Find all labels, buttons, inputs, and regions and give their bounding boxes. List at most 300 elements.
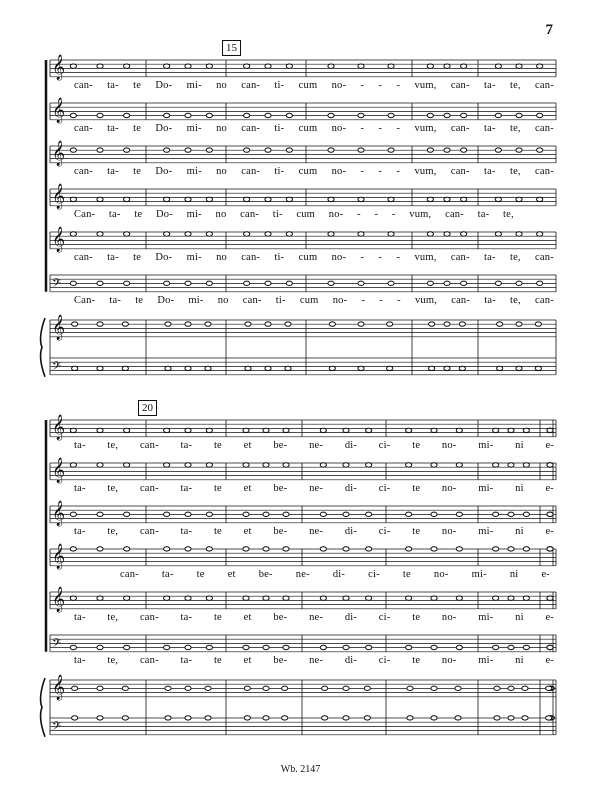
lyric-syllable: cum xyxy=(298,80,318,91)
lyric-syllable: mi- xyxy=(186,166,202,177)
lyric-syllable: can- xyxy=(139,483,159,494)
note-head xyxy=(358,148,364,152)
note-head xyxy=(495,197,501,201)
note-head xyxy=(343,596,349,600)
note-head xyxy=(265,148,271,152)
lyric-syllable: te xyxy=(412,655,421,666)
lyric-syllable: et xyxy=(243,483,252,494)
note-head xyxy=(431,547,437,551)
lyric-syllable: mi- xyxy=(478,483,494,494)
lyric-syllable: - xyxy=(378,166,383,177)
lyric-syllable: can- xyxy=(74,123,93,134)
note-head xyxy=(320,428,326,432)
note-head xyxy=(328,281,334,285)
lyric-syllable: ni xyxy=(515,612,524,623)
lyric-syllable: ne- xyxy=(309,526,324,537)
note-head xyxy=(124,281,130,285)
lyric-syllable: te, xyxy=(509,123,521,134)
note-head xyxy=(444,322,450,326)
lyric-syllable: Do- xyxy=(155,123,173,134)
note-head xyxy=(205,322,211,326)
note-head xyxy=(508,463,514,467)
lyric-syllable: ci- xyxy=(378,440,391,451)
lyric-syllable: ci- xyxy=(368,569,380,580)
note-head xyxy=(388,113,394,117)
note-head xyxy=(427,64,433,68)
lyric-syllable: no- xyxy=(328,209,344,220)
lyric-syllable: can- xyxy=(120,569,139,580)
lyric-syllable: Do- xyxy=(155,80,173,91)
lyric-syllable: no xyxy=(216,252,227,263)
lyric-syllable: ti- xyxy=(275,295,286,306)
note-head xyxy=(265,232,271,236)
note-head xyxy=(283,463,289,467)
note-head xyxy=(455,686,461,690)
note-head xyxy=(70,428,76,432)
lyric-syllable: te xyxy=(133,252,142,263)
note-head xyxy=(495,281,501,285)
note-head xyxy=(431,686,437,690)
note-head xyxy=(243,596,249,600)
lyric-syllable: no- xyxy=(331,166,347,177)
note-head xyxy=(493,596,499,600)
note-head xyxy=(243,547,249,551)
catalog-number: Wb. 2147 xyxy=(280,764,321,775)
note-head xyxy=(206,463,212,467)
lyric-syllable: e- xyxy=(545,612,554,623)
lyric-syllable: mi- xyxy=(186,209,202,220)
note-head xyxy=(185,197,191,201)
lyric-syllable: e- xyxy=(545,483,554,494)
note-head xyxy=(322,686,328,690)
treble-clef-icon: 𝄞 xyxy=(52,544,66,569)
note-head xyxy=(206,232,212,236)
lyric-syllable: te xyxy=(412,440,421,451)
note-head xyxy=(206,512,212,516)
note-head xyxy=(286,232,292,236)
note-head xyxy=(165,322,171,326)
page-number: 7 xyxy=(545,22,553,38)
note-head xyxy=(537,113,543,117)
note-head xyxy=(495,232,501,236)
note-head xyxy=(286,148,292,152)
note-head xyxy=(406,596,412,600)
note-head xyxy=(205,366,211,370)
note-head xyxy=(493,547,499,551)
lyric-syllable: et xyxy=(243,440,252,451)
lyric-syllable: te, xyxy=(509,80,521,91)
note-head xyxy=(493,463,499,467)
lyric-syllable: no- xyxy=(433,569,449,580)
note-head xyxy=(508,686,514,690)
lyric-syllable: can- xyxy=(451,295,471,306)
lyric-syllable: no- xyxy=(331,252,347,263)
note-head xyxy=(263,547,269,551)
note-head xyxy=(72,366,78,370)
note-head xyxy=(70,596,76,600)
note-head xyxy=(358,232,364,236)
note-head xyxy=(406,547,412,551)
lyric-syllable: - xyxy=(360,123,365,134)
bass-clef-icon: 𝄢 xyxy=(52,277,62,293)
note-head xyxy=(283,645,289,649)
note-head xyxy=(283,547,289,551)
lyric-syllable: vum, xyxy=(414,80,437,91)
note-head xyxy=(537,281,543,285)
lyric-syllable: di- xyxy=(344,655,358,666)
note-head xyxy=(320,463,326,467)
lyric-syllable: et xyxy=(243,612,252,623)
treble-clef-icon: 𝄞 xyxy=(52,141,66,166)
lyric-syllable: Do- xyxy=(155,252,173,263)
note-head xyxy=(461,232,467,236)
lyric-syllable: mi- xyxy=(478,440,494,451)
note-head xyxy=(164,512,170,516)
piano-brace xyxy=(41,318,45,377)
lyric-syllable: - xyxy=(360,80,365,91)
note-head xyxy=(97,366,103,370)
lyric-syllable: di- xyxy=(344,440,358,451)
lyric-syllable: ta- xyxy=(74,612,86,623)
lyric-syllable: ta- xyxy=(74,655,86,666)
note-head xyxy=(358,113,364,117)
lyric-syllable: mi- xyxy=(186,80,202,91)
lyric-syllable: vum, xyxy=(414,166,437,177)
note-head xyxy=(444,197,450,201)
lyric-syllable: cum xyxy=(299,295,319,306)
lyric-syllable: mi- xyxy=(478,655,494,666)
note-head xyxy=(244,716,250,720)
lyric-syllable: ta- xyxy=(107,252,119,263)
lyric-syllable: te, xyxy=(107,612,119,623)
note-head xyxy=(243,512,249,516)
note-head xyxy=(431,716,437,720)
note-head xyxy=(124,463,130,467)
note-head xyxy=(245,322,251,326)
lyric-syllable: can- xyxy=(139,655,159,666)
note-head xyxy=(320,596,326,600)
lyric-syllable: - xyxy=(374,209,379,220)
note-head xyxy=(185,512,191,516)
note-head xyxy=(387,322,393,326)
note-head xyxy=(516,64,522,68)
note-head xyxy=(343,428,349,432)
note-head xyxy=(245,366,251,370)
rehearsal-mark-20: 20 xyxy=(138,400,157,416)
lyric-syllable: can- xyxy=(242,295,262,306)
note-head xyxy=(444,232,450,236)
lyric-syllable: no- xyxy=(331,80,347,91)
note-head xyxy=(122,716,128,720)
note-head xyxy=(358,281,364,285)
note-head xyxy=(97,197,103,201)
note-head xyxy=(263,428,269,432)
note-head xyxy=(343,716,349,720)
note-head xyxy=(516,148,522,152)
note-head xyxy=(547,547,553,551)
lyric-syllable: can- xyxy=(535,80,554,91)
lyric-syllable: et xyxy=(227,569,236,580)
note-head xyxy=(285,322,291,326)
note-head xyxy=(523,463,529,467)
note-head xyxy=(206,113,212,117)
note-head xyxy=(122,322,128,326)
note-head xyxy=(97,148,103,152)
lyric-syllable: - xyxy=(378,252,383,263)
note-head xyxy=(461,148,467,152)
note-head xyxy=(185,64,191,68)
note-head xyxy=(124,64,130,68)
lyric-syllable: vum, xyxy=(414,252,437,263)
lyric-syllable: Do- xyxy=(155,166,173,177)
bass-clef-icon: 𝄢 xyxy=(52,360,62,376)
lyric-syllable: ni xyxy=(515,655,524,666)
note-head xyxy=(495,113,501,117)
note-head xyxy=(406,463,412,467)
lyric-syllable: - xyxy=(391,209,396,220)
lyric-syllable: can- xyxy=(535,123,554,134)
note-head xyxy=(547,645,553,649)
note-head xyxy=(206,197,212,201)
note-head xyxy=(495,64,501,68)
note-head xyxy=(388,148,394,152)
note-head xyxy=(444,64,450,68)
note-head xyxy=(459,366,465,370)
note-head xyxy=(427,197,433,201)
lyric-syllable: can- xyxy=(445,209,464,220)
note-head xyxy=(206,281,212,285)
note-head xyxy=(164,197,170,201)
lyric-syllable: e- xyxy=(545,655,554,666)
note-head xyxy=(124,232,130,236)
lyric-syllable: - xyxy=(396,252,401,263)
lyric-syllable: di- xyxy=(344,483,358,494)
lyric-syllable: Can- xyxy=(74,295,96,306)
note-head xyxy=(206,428,212,432)
note-head xyxy=(206,148,212,152)
note-head xyxy=(164,547,170,551)
note-head xyxy=(185,463,191,467)
note-head xyxy=(122,366,128,370)
note-head xyxy=(124,512,130,516)
note-head xyxy=(522,716,528,720)
lyric-syllable: - xyxy=(396,80,401,91)
lyric-syllable: te xyxy=(196,569,205,580)
lyric-syllable: be- xyxy=(273,526,288,537)
note-head xyxy=(97,281,103,285)
lyric-syllable: te, xyxy=(107,440,119,451)
lyric-syllable: - xyxy=(397,295,401,306)
note-head xyxy=(265,113,271,117)
note-head xyxy=(283,512,289,516)
lyric-syllable: te xyxy=(133,166,142,177)
lyric-syllable: te, xyxy=(509,252,521,263)
note-head xyxy=(97,686,103,690)
note-head xyxy=(537,197,543,201)
lyric-syllable: can- xyxy=(450,166,470,177)
note-head xyxy=(537,232,543,236)
note-head xyxy=(427,232,433,236)
lyric-syllable: - xyxy=(378,123,383,134)
note-head xyxy=(206,645,212,649)
lyric-syllable: can- xyxy=(74,166,93,177)
lyric-syllable: mi- xyxy=(186,123,202,134)
lyric-syllable: be- xyxy=(273,440,288,451)
note-head xyxy=(547,428,553,432)
note-head xyxy=(508,428,514,432)
note-head xyxy=(263,645,269,649)
note-head xyxy=(263,686,269,690)
lyric-syllable: te xyxy=(133,80,142,91)
note-head xyxy=(164,113,170,117)
lyric-syllable: can- xyxy=(139,612,159,623)
note-head xyxy=(456,512,462,516)
lyric-syllable: te xyxy=(213,612,222,623)
note-head xyxy=(406,645,412,649)
note-head xyxy=(265,322,271,326)
note-head xyxy=(243,463,249,467)
lyric-syllable: ta- xyxy=(107,166,119,177)
lyric-syllable: te xyxy=(412,612,421,623)
note-head xyxy=(320,547,326,551)
note-head xyxy=(205,686,211,690)
lyric-syllable: ta- xyxy=(161,569,174,580)
lyric-syllable: can- xyxy=(241,123,261,134)
note-head xyxy=(285,366,291,370)
lyric-syllable: ni xyxy=(515,440,524,451)
lyric-syllable: mi- xyxy=(188,295,204,306)
note-head xyxy=(523,596,529,600)
note-head xyxy=(358,64,364,68)
lyric-syllable: ni xyxy=(515,483,524,494)
lyric-syllable: no- xyxy=(441,655,457,666)
note-head xyxy=(286,64,292,68)
note-head xyxy=(97,512,103,516)
lyric-syllable: di- xyxy=(332,569,346,580)
note-head xyxy=(70,512,76,516)
lyric-syllable: te xyxy=(412,483,421,494)
lyric-syllable: no- xyxy=(331,123,347,134)
treble-clef-icon: 𝄞 xyxy=(52,675,66,700)
note-head xyxy=(97,547,103,551)
note-head xyxy=(456,596,462,600)
note-head xyxy=(244,686,250,690)
score-system-2 xyxy=(41,414,556,737)
lyric-syllable: ta- xyxy=(477,209,490,220)
lyric-syllable: Do- xyxy=(157,295,175,306)
lyric-syllable: ti- xyxy=(274,252,285,263)
lyric-syllable: can- xyxy=(241,166,261,177)
note-head xyxy=(431,463,437,467)
note-head xyxy=(244,64,250,68)
lyric-syllable: ne- xyxy=(295,569,310,580)
lyric-syllable: - xyxy=(396,123,401,134)
note-head xyxy=(263,596,269,600)
note-head xyxy=(243,428,249,432)
lyric-syllable: can- xyxy=(139,440,159,451)
lyric-syllable: no xyxy=(215,209,227,220)
note-head xyxy=(164,232,170,236)
note-head xyxy=(444,113,450,117)
lyric-syllable: ta- xyxy=(484,295,496,306)
note-head xyxy=(164,281,170,285)
lyric-syllable: no xyxy=(216,123,227,134)
lyric-syllable: can- xyxy=(450,80,470,91)
note-head xyxy=(265,281,271,285)
lyric-syllable: no- xyxy=(441,526,457,537)
lyric-syllable: ne- xyxy=(309,483,324,494)
lyric-syllable: te xyxy=(213,526,222,537)
lyric-syllable: - xyxy=(379,295,383,306)
note-head xyxy=(508,716,514,720)
lyric-syllable: can- xyxy=(74,252,93,263)
note-head xyxy=(537,148,543,152)
note-head xyxy=(328,113,334,117)
lyric-syllable: be- xyxy=(258,569,273,580)
lyric-syllable: ta- xyxy=(180,655,193,666)
lyric-syllable: ta- xyxy=(107,80,119,91)
note-head xyxy=(165,366,171,370)
score-system-1 xyxy=(41,54,556,377)
lyric-syllable: ta- xyxy=(74,526,86,537)
note-head xyxy=(185,113,191,117)
treble-clef-icon: 𝄞 xyxy=(52,415,66,440)
lyric-syllable: di- xyxy=(344,526,358,537)
lyric-syllable: ta- xyxy=(180,440,193,451)
lyric-syllable: vum, xyxy=(409,209,432,220)
lyric-syllable: e- xyxy=(545,526,554,537)
note-head xyxy=(523,645,529,649)
note-head xyxy=(497,366,503,370)
lyric-syllable: no xyxy=(217,295,229,306)
lyric-syllable: di- xyxy=(344,612,358,623)
note-head xyxy=(343,645,349,649)
lyric-syllable: e- xyxy=(541,569,550,580)
note-head xyxy=(185,232,191,236)
note-head xyxy=(516,281,522,285)
note-head xyxy=(431,428,437,432)
lyric-syllable: no- xyxy=(441,612,457,623)
lyric-syllable: ci- xyxy=(378,612,391,623)
lyric-syllable: te xyxy=(213,483,222,494)
note-head xyxy=(97,64,103,68)
note-head xyxy=(328,64,334,68)
lyric-syllable: ta- xyxy=(74,440,86,451)
note-head xyxy=(164,148,170,152)
lyric-syllable: no- xyxy=(441,483,457,494)
lyric-syllable: te xyxy=(135,295,144,306)
lyric-syllable: can- xyxy=(241,80,261,91)
note-head xyxy=(97,232,103,236)
note-head xyxy=(70,463,76,467)
lyric-syllable: mi- xyxy=(186,252,202,263)
note-head xyxy=(343,686,349,690)
lyric-syllable: ta- xyxy=(483,166,496,177)
note-head xyxy=(508,512,514,516)
note-head xyxy=(164,645,170,649)
lyric-syllable: ne- xyxy=(309,612,324,623)
note-head xyxy=(124,645,130,649)
note-head xyxy=(461,64,467,68)
note-head xyxy=(244,113,250,117)
rehearsal-mark-15: 15 xyxy=(222,40,241,56)
lyric-syllable: ci- xyxy=(378,483,391,494)
note-head xyxy=(185,686,191,690)
lyric-syllable: ta- xyxy=(180,483,193,494)
treble-clef-icon: 𝄞 xyxy=(52,458,66,483)
lyric-syllable: be- xyxy=(273,655,288,666)
lyric-syllable: te, xyxy=(509,166,521,177)
